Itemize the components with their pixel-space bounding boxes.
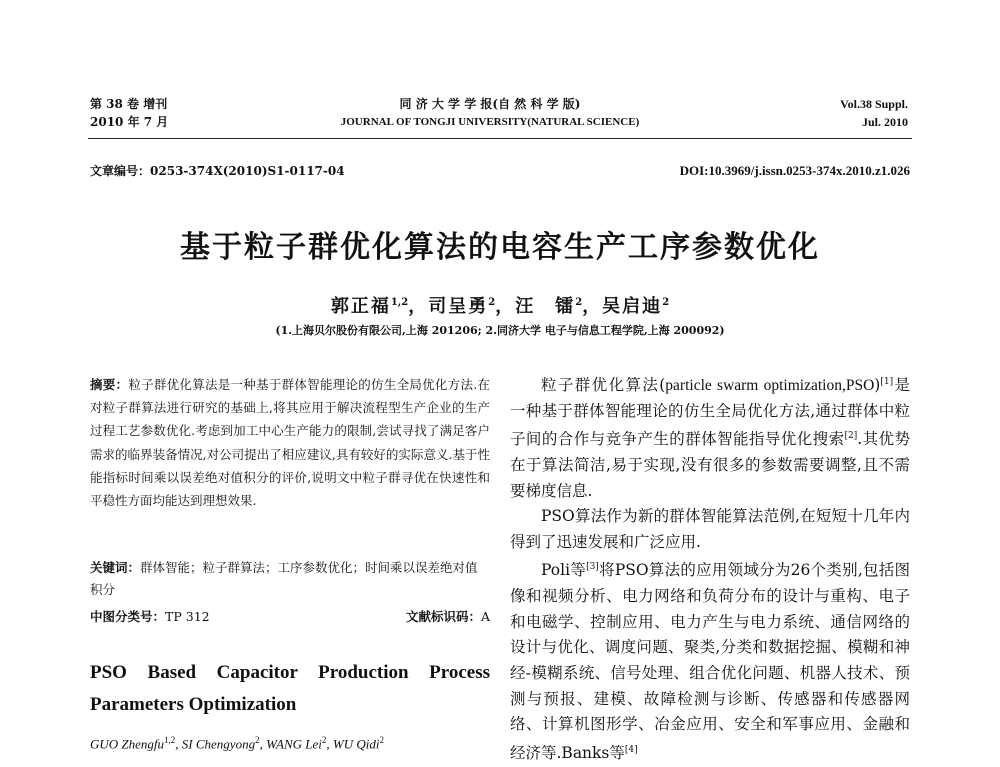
- authors-cn: [0, 292, 1000, 318]
- author-en-4: , WU Qidi: [326, 736, 380, 752]
- author-en-1: GUO Zhengfu: [90, 736, 165, 752]
- p3-a: Poli等: [541, 561, 587, 580]
- page-title: 基于粒子群优化算法的电容生产工序参数优化: [180, 230, 820, 265]
- author-en-3-sup: 2: [321, 735, 327, 745]
- clc-value: TP 312: [165, 609, 210, 624]
- p1-en: particle swarm optimization,PSO: [665, 377, 875, 395]
- author-3-sup: 2: [575, 297, 583, 308]
- authors-en: [90, 735, 490, 752]
- body-paragraph-3: [510, 555, 910, 766]
- body-text: [510, 370, 910, 767]
- header-volume-en: [840, 95, 908, 131]
- abstract: [90, 373, 490, 512]
- english-title-line1: PSO Based Capacitor Production Process: [90, 662, 490, 683]
- doc-code: [406, 606, 490, 628]
- article-number: [90, 162, 345, 180]
- author-en-2: , SI Chengyong: [175, 736, 256, 752]
- author-4: ，吴启迪: [582, 296, 663, 317]
- doi: DOI:10.3969/j.issn.0253-374x.2010.z1.026: [679, 163, 910, 178]
- keywords-label: 关键词：: [90, 560, 141, 575]
- keywords: [90, 557, 490, 601]
- author-en-4-sup: 2: [379, 735, 384, 745]
- abstract-text: 粒子群优化算法是一种基于群体智能理论的仿生全局优化方法.在对粒子群算法进行研究的基础上,将其应用于解决流程型生产企业的生产过程工艺参数优化.考虑到加工中心生产能力的限制,尝试寻找了满足客户需求的临界装备情况,对公司提出了相应建议,具有较好的实际意义.基于性能指标时间乘以误差绝对值积分的评价,说明文中粒子群寻优在快速性和平稳性方面均能达到理想效果.: [90, 377, 490, 509]
- p1-ref1: [1]: [880, 377, 894, 387]
- clc-label: 中图分类号：: [90, 609, 166, 624]
- header-rule: [88, 138, 912, 139]
- abstract-label: 摘要：: [90, 377, 129, 392]
- body-paragraph-2: PSO算法作为新的群体智能算法范例,在短短十几年内得到了迅速发展和广泛应用.: [510, 507, 910, 551]
- keywords-text: 群体智能；粒子群算法；工序参数优化；时间乘以误差绝对值积分: [90, 560, 478, 597]
- author-3: ，汪 镭: [495, 296, 576, 317]
- header-date-en: Jul. 2010: [861, 115, 908, 129]
- doc-code-label: 文献标识码：: [405, 609, 481, 624]
- p1-b: ): [874, 376, 881, 395]
- article-number-label: 文章编号：: [90, 164, 151, 178]
- p3-b: 将PSO算法的应用领域分为26个类别,包括图像和视频分析、电力网络和负荷分布的设计与重构、电子和电磁学、控制应用、电力产生与电力系统、通信网络的设计与优化、调度问题、聚类,分类和数据挖掘、模糊和神经-模糊系统、信号处理、组合优化问题、机器人技术、预测与预报、建模、故障检测与诊断、传感器和传感器网络、计算机图形学、冶金应用、安全和军事应用、金融和经济等.Banks等: [510, 561, 910, 762]
- header-journal-en: JOURNAL OF TONGJI UNIVERSITY(NATURAL SCIENCE): [340, 116, 640, 128]
- header-journal-cn: 同 济 大 学 学 报(自 然 科 学 版): [399, 97, 581, 111]
- author-en-1-sup: 1,2: [164, 735, 176, 745]
- article-number-value: 0253-374X(2010)S1-0117-04: [150, 164, 345, 178]
- p3-ref: [3]: [586, 562, 599, 573]
- header-volume-date: [90, 95, 168, 131]
- header-vol-en: Vol.38 Suppl.: [840, 97, 908, 111]
- header-date-cn: 2010 年 7 月: [90, 115, 169, 129]
- doc-code-value: A: [480, 609, 490, 624]
- p1-d: .其优势在于算法简洁,易于实现,没有很多的参数需要调整,且不需要梯度信息.: [510, 430, 910, 500]
- p1-ref2: [2]: [844, 431, 858, 442]
- author-1: 郭正福: [330, 296, 391, 317]
- p1-c: 是一种基于群体智能理论的仿生全局优化方法,通过群体中粒子间的合作与竞争产生的群体智能指导优化搜索: [510, 376, 910, 449]
- classification: [90, 606, 490, 628]
- author-4-sup: 2: [662, 297, 670, 308]
- author-1-sup: 1,2: [390, 297, 409, 308]
- body-paragraph-1: [510, 370, 910, 504]
- header-journal: [300, 95, 680, 131]
- p3-ref2: [4]: [624, 744, 638, 755]
- author-en-2-sup: 2: [255, 735, 260, 745]
- header-volume-cn: 第 38 卷 增刊: [90, 97, 168, 111]
- author-2-sup: 2: [488, 297, 496, 308]
- p1-a: 粒子群优化算法(: [541, 376, 666, 395]
- author-2: ，司呈勇: [408, 296, 489, 317]
- affiliation: (1.上海贝尔股份有限公司,上海 201206; 2.同济大学 电子与信息工程学院,上海 200092): [275, 324, 725, 337]
- english-title-line2: Parameters Optimization: [90, 694, 297, 715]
- author-en-3: , WANG Lei: [259, 736, 322, 752]
